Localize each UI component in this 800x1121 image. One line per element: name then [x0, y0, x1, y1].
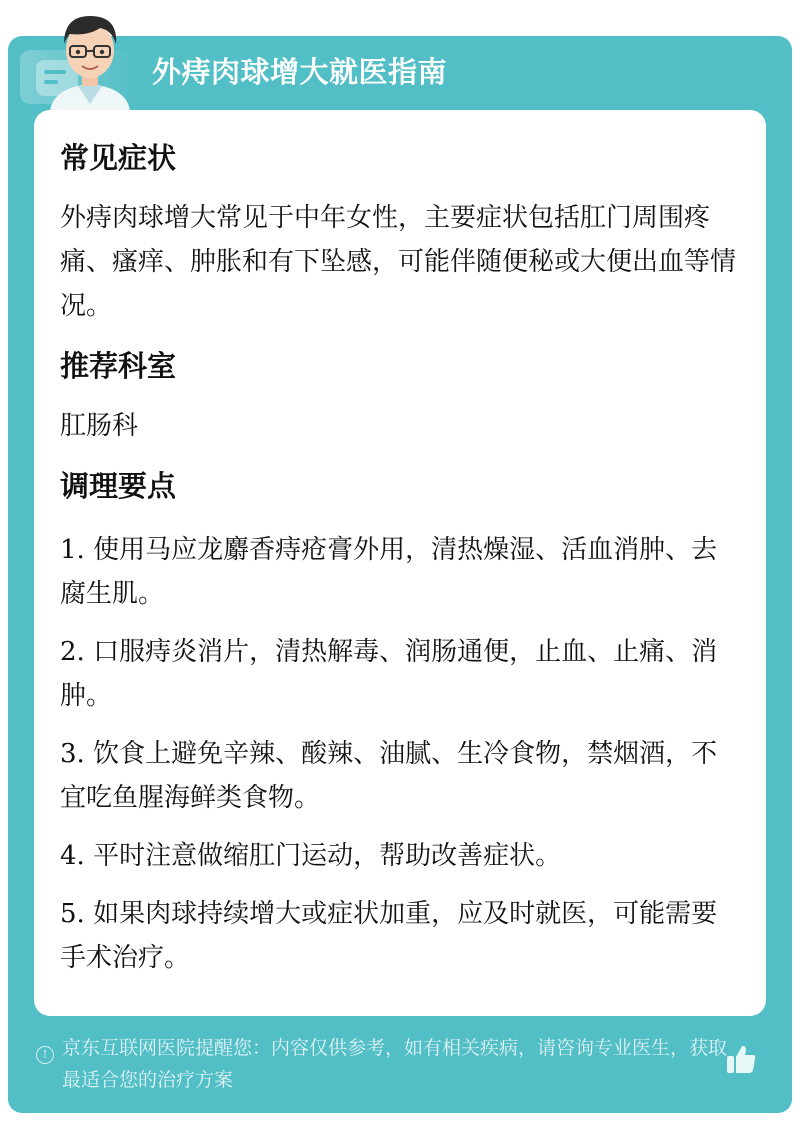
- care-item-number: 4.: [60, 841, 85, 871]
- content-card: [34, 110, 766, 1016]
- care-item-text: 使用马应龙麝香痔疮膏外用，清热燥湿、活血消肿、去腐生肌。: [60, 535, 718, 609]
- department-heading: 推荐科室: [60, 349, 177, 383]
- doctor-avatar-icon: [48, 8, 132, 112]
- info-icon: !: [36, 1046, 54, 1064]
- thumbs-up-icon[interactable]: [724, 1042, 758, 1076]
- care-item-text: 饮食上避免辛辣、酸辣、油腻、生冷食物，禁烟酒，不宜吃鱼腥海鲜类食物。: [60, 739, 718, 813]
- care-item-number: 3.: [60, 739, 85, 769]
- disclaimer-text: 京东互联网医院提醒您：内容仅供参考，如有相关疾病，请咨询专业医生，获取最适合您的治疗方案: [62, 1037, 728, 1091]
- care-list: [60, 528, 740, 980]
- disclaimer-footer: [36, 1032, 736, 1096]
- care-item: [60, 732, 740, 820]
- care-item: [60, 892, 740, 980]
- symptoms-text: 外痔肉球增大常见于中年女性，主要症状包括肛门周围疼痛、瘙痒、肿胀和有下坠感，可能伴随便秘或大便出血等情况。: [60, 203, 737, 321]
- care-item-text: 如果肉球持续增大或症状加重，应及时就医，可能需要手术治疗。: [60, 899, 718, 973]
- page-title: 外痔肉球增大就医指南: [152, 55, 448, 89]
- symptoms-heading: 常见症状: [60, 141, 177, 175]
- care-item-number: 2.: [60, 637, 85, 667]
- care-item: [60, 834, 740, 878]
- department-text: 肛肠科: [60, 411, 139, 441]
- care-item: [60, 630, 740, 718]
- care-item: [60, 528, 740, 616]
- care-item-number: 1.: [60, 535, 85, 565]
- care-heading: 调理要点: [60, 469, 177, 503]
- care-item-text: 口服痔炎消片，清热解毒、润肠通便，止血、止痛、消肿。: [60, 637, 718, 711]
- care-item-number: 5.: [60, 899, 85, 929]
- care-item-text: 平时注意做缩肛门运动，帮助改善症状。: [93, 841, 562, 871]
